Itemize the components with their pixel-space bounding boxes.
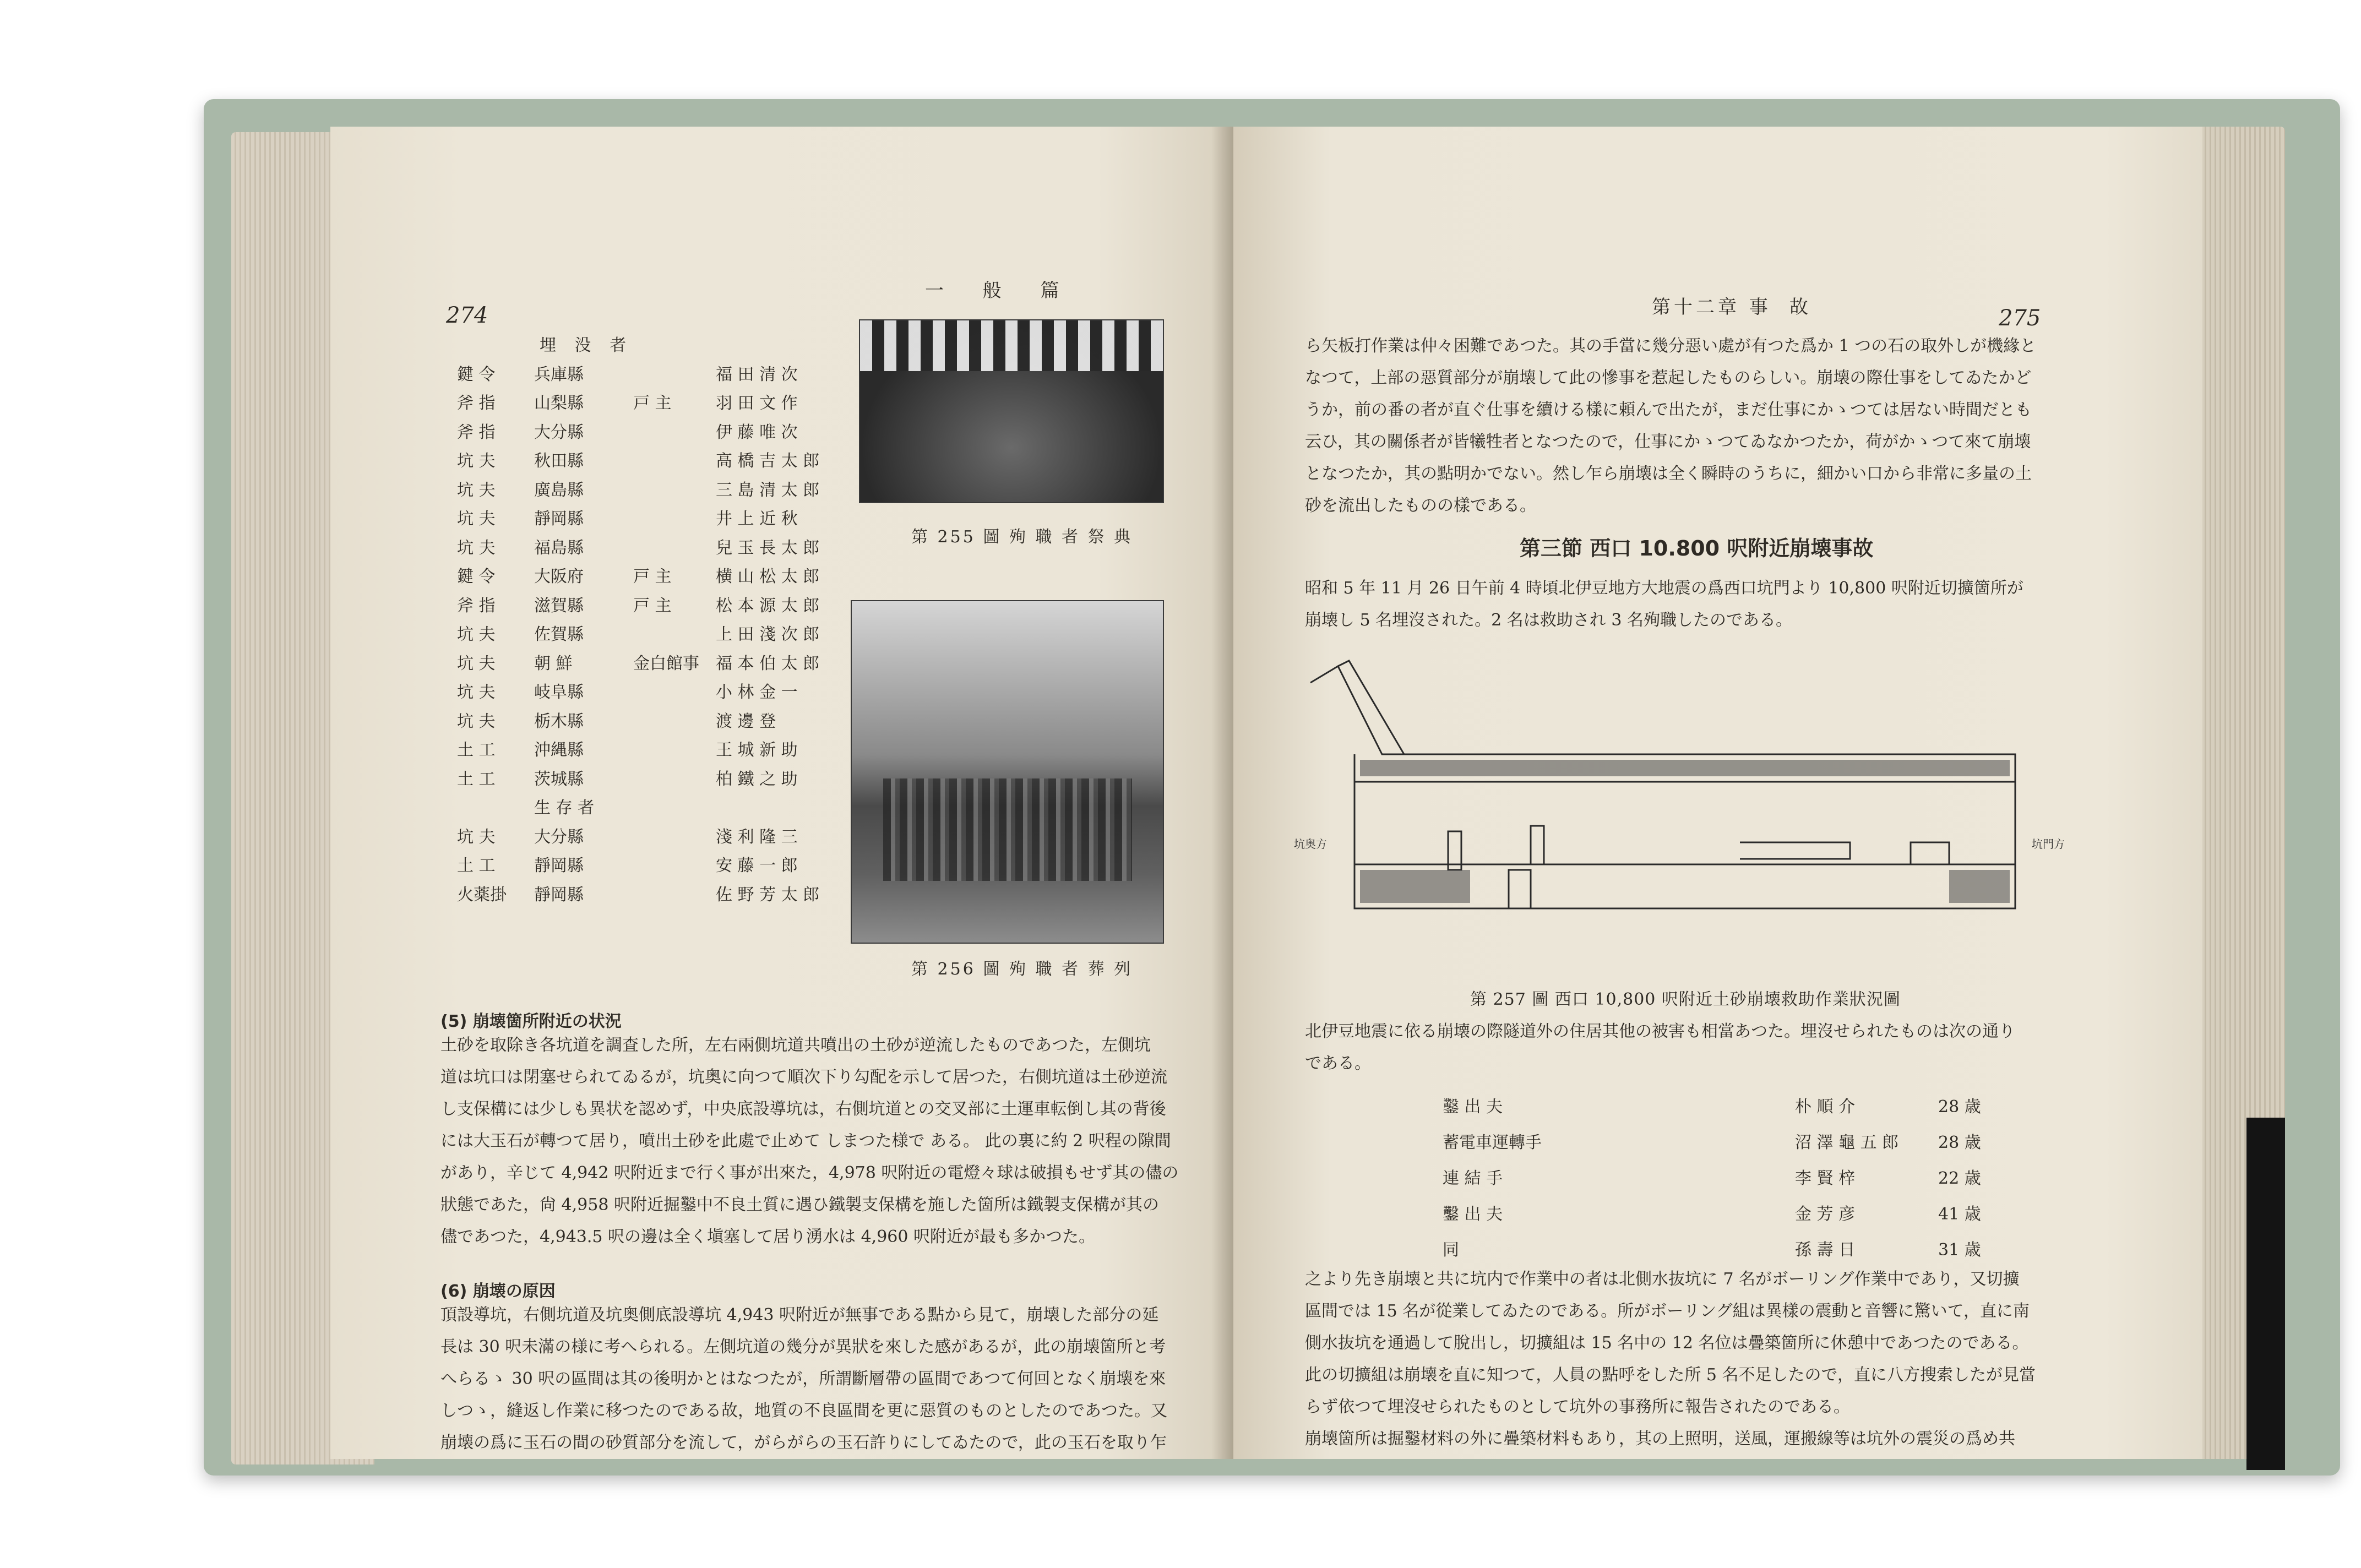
victim-prefecture-line: 栃木縣 (534, 711, 584, 731)
section-5-body (440, 1030, 1178, 1253)
after-figure-paragraph (1305, 1016, 2015, 1080)
left-page (330, 127, 1233, 1459)
after-figure-line: 北伊豆地震に依る崩壊の際隧道外の住居其他の被害も相當あつた。埋沒せられたものは次の通り (1305, 1022, 2015, 1041)
victim-prefecture-line: 山梨縣 (534, 394, 584, 413)
intro-line: 砂を流出したものの樣である。 (1305, 496, 1536, 515)
victim-name-line: 松 本 源 太 郎 (716, 596, 820, 616)
victim-title-line: 土 工 (457, 856, 496, 875)
victim-prefecture-line: 滋賀縣 (534, 596, 584, 616)
buried-victim-name: 李 賢 梓 (1795, 1169, 1856, 1188)
victim-name-line: 上 田 淺 次 郎 (716, 625, 820, 644)
figure-257-caption: 第 257 圖 西口 10,800 呎附近土砂崩壊救助作業狀況圖 (1470, 990, 1901, 1009)
tunnel-rescue-diagram (1294, 644, 2081, 974)
buried-victim-name: 金 芳 彦 (1795, 1205, 1856, 1224)
section-5-line: 道は坑口は閉塞せられてゐるが，坑奥に向つて順次下り勾配を示して居つた，右側坑道は土砂逆流 (440, 1068, 1167, 1087)
intro-paragraph (1305, 330, 2036, 522)
victim-name-line: 柏 鐵 之 助 (716, 769, 798, 789)
victim-role-line (633, 823, 710, 852)
victim-prefecture-line: 靜岡縣 (534, 509, 584, 529)
intro-line: うか，前の番の者が直ぐ仕事を續ける樣に頼んで出たが，まだ仕事にかゝつては居ない時間だとも (1305, 400, 2032, 420)
victim-prefecture-line: 靜岡縣 (534, 885, 584, 905)
victim-role-line (633, 765, 710, 794)
victim-role-line (633, 881, 710, 910)
section-5-line: があり，辛じて 4,942 呎附近まで行く事が出來た，4,978 呎附近の電燈々球は破損もせず其の儘の (440, 1163, 1179, 1183)
closing-paragraph (1305, 1264, 2036, 1455)
victim-prefecture-line: 大阪府 (534, 567, 584, 586)
buried-victim-role: 鑿 出 夫 (1443, 1205, 1503, 1224)
section-6-line: 長は 30 呎未滿の様に考へられる。左側坑道の幾分が異狀を來した感があるが，此の崩壊箇所と考 (440, 1337, 1166, 1357)
victims-names (716, 361, 859, 910)
buried-victim-name: 孫 壽 日 (1795, 1240, 1856, 1260)
victim-role-line (633, 620, 710, 650)
section-3-title: 第三節 西口 10.800 呎附近崩壊事故 (1520, 536, 1874, 560)
buried-victim-role: 連 結 手 (1443, 1169, 1503, 1188)
accident-line: 崩壊し 5 名埋沒された。2 名は救助され 3 名殉職したのである。 (1305, 611, 1792, 630)
page-number-left: 274 (446, 303, 488, 328)
victim-title-line: 坑 夫 (457, 451, 496, 471)
victim-name-line: 三 島 清 太 郎 (716, 480, 820, 500)
victim-title-line: 斧 指 (457, 394, 496, 413)
victim-prefecture-line: 大分縣 (534, 827, 584, 847)
right-page (1233, 127, 2202, 1459)
victim-role-line (633, 361, 710, 390)
photo-funeral-procession (851, 600, 1164, 944)
victim-role-line: 戸 主 (633, 394, 672, 413)
victim-name-line: 高 橋 吉 太 郎 (716, 451, 820, 471)
photo-memorial-ceremony (859, 319, 1164, 503)
section-5-line: し支保構には少しも異状を認めず，中央底設導坑は，右側坑道との交叉部に土運車転倒し其の背後 (440, 1099, 1166, 1119)
victim-role-line (633, 678, 710, 707)
section-6-body (440, 1299, 1167, 1459)
victim-role-line (633, 418, 710, 448)
after-figure-line: である。 (1305, 1054, 1371, 1073)
victim-role-line: 戸 主 (633, 596, 672, 616)
victim-role-line (633, 736, 710, 765)
section-6-line: 崩壊の爲に玉石の間の砂質部分を流して，がらがらの玉石許りにしてゐたので，此の玉石を取り乍 (440, 1433, 1167, 1452)
victim-prefecture-line: 大分縣 (534, 422, 584, 442)
victim-role-line (633, 534, 710, 563)
closing-line: らず依つて埋沒せられたものとして坑外の事務所に報告されたのである。 (1305, 1397, 1850, 1417)
closing-line: 崩壊箇所は掘鑿材料の外に疊築材料もあり，其の上照明，送風，運搬線等は坑外の震災の爲め共 (1305, 1429, 2015, 1449)
victim-name-line: 羽 田 文 作 (716, 394, 798, 413)
victim-title-line: 坑 夫 (457, 683, 496, 702)
victim-prefecture-line: 岐阜縣 (534, 683, 584, 702)
intro-line: 云ひ，其の關係者が皆犧牲者となつたので，仕事にかゝつてゐなかつたか，荷がかゝつて來て崩壊 (1305, 432, 2031, 451)
victim-name-line: 伊 藤 唯 次 (716, 422, 798, 442)
victim-title-line: 坑 夫 (457, 827, 496, 847)
victim-name-line: 福 田 清 次 (716, 364, 798, 384)
victim-title-line: 坑 夫 (457, 480, 496, 500)
victim-prefecture-line: 生 存 者 (534, 798, 595, 818)
section-5-line: 狀態であた，尙 4,958 呎附近掘鑿中不良土質に遇ひ鐵製支保構を施した箇所は鐵製支保構が其の (440, 1195, 1159, 1215)
victim-title-line: 坑 夫 (457, 625, 496, 644)
victim-name-line: 佐 野 芳 太 郎 (716, 885, 820, 905)
closing-line: 區間では 15 名が從業してゐたのである。所がボーリング組は異樣の震動と音響に驚いて，直に南 (1305, 1302, 2030, 1321)
diagram-label-right: 坑門方 (2032, 837, 2065, 851)
accident-paragraph (1305, 573, 2023, 636)
victim-title-line: 土 工 (457, 741, 496, 760)
victim-role-line: 戸 主 (633, 567, 672, 586)
closing-line: 之より先き崩壊と共に坑内で作業中の者は北側水抜坑に 7 名がボーリング作業中であり，又切擴 (1305, 1270, 2020, 1289)
running-header-chapter: 第十二章 事 (1652, 296, 1771, 318)
victim-role-line (633, 707, 710, 737)
victim-title-line: 坑 夫 (457, 711, 496, 731)
accident-line: 昭和 5 年 11 月 26 日午前 4 時頃北伊豆地方大地震の爲西口坑門より 10,800 呎附近切擴箇所が (1305, 579, 2023, 598)
victim-role-line (633, 505, 710, 534)
buried-victim-role: 同 (1443, 1240, 1459, 1260)
victim-title-line: 斧 指 (457, 596, 496, 616)
intro-line: となつたか，其の點明かでない。然し乍ら崩壊は全く瞬時のうちに，細かい口から非常に多量の土 (1305, 464, 2032, 483)
buried-victim-age: 28 歳 (1938, 1133, 1981, 1152)
intro-line: なつて，上部の惡質部分が崩壊して此の慘事を惹起したものらしい。崩壊の際仕事をしてゐたかど (1305, 368, 2032, 388)
buried-victim-role: 蓄電車運轉手 (1443, 1133, 1542, 1152)
victim-name-line: 福 本 伯 太 郎 (716, 654, 820, 673)
victim-prefecture-line: 福島縣 (534, 538, 584, 558)
victim-title-line: 坑 夫 (457, 654, 496, 673)
victim-prefecture-line: 佐賀縣 (534, 625, 584, 644)
diagram-label-left: 坑奥方 (1294, 837, 1327, 851)
victim-prefecture-line: 朝 鮮 (534, 654, 573, 673)
victim-title-line: 鍵 令 (457, 364, 496, 384)
victims-titles (457, 361, 523, 910)
victim-name-line: 安 藤 一 郎 (716, 856, 798, 875)
buried-victim-age: 31 歳 (1938, 1240, 1981, 1260)
victim-name-line: 井 上 近 秋 (716, 509, 798, 529)
victim-role-line: 金白館事 (633, 654, 699, 673)
page-number-right: 275 (1999, 306, 2041, 331)
buried-victim-age: 28 歳 (1938, 1097, 1981, 1117)
victim-title-line: 坑 夫 (457, 538, 496, 558)
victim-prefecture-line: 兵庫縣 (534, 364, 584, 384)
section-6-line: しつゝ，縫返し作業に移つたのである故，地質の不良區間を更に惡質のものとしたのであつた。又 (440, 1401, 1167, 1420)
victim-title-line: 火薬掛 (457, 885, 507, 905)
victim-role-line (633, 794, 710, 823)
victim-name-line: 王 城 新 助 (716, 741, 798, 760)
victim-name-line (716, 794, 859, 823)
victim-name-line: 小 林 金 一 (716, 683, 798, 702)
section-6-heading: (6) 崩壊の原因 (440, 1282, 556, 1301)
photo1-caption: 第 255 圖 殉 職 者 祭 典 (911, 527, 1133, 547)
closing-line: 此の切擴組は崩壊を直に知つて，人員の點呼をした所 5 名不足したので，直に八方搜索したが見當 (1305, 1365, 2036, 1385)
victim-title-line (457, 794, 523, 823)
victim-name-line: 渡 邊 登 (716, 711, 776, 731)
running-header-left: 一 般 篇 (925, 280, 1076, 302)
victim-role-line (633, 852, 710, 881)
victims-roles (633, 361, 710, 910)
buried-victim-age: 22 歳 (1938, 1169, 1981, 1188)
victim-name-line: 淺 利 隆 三 (716, 827, 798, 847)
buried-victim-name: 沼 澤 龜 五 郎 (1795, 1133, 1899, 1152)
running-header-tail: 故 (1789, 296, 1825, 318)
section-6-line: 頂設導坑，右側坑道及坑奥側底設導坑 4,943 呎附近が無事である點から見て，崩壊した部分の延 (440, 1305, 1159, 1325)
section-6-line: へらるゝ 30 呎の區間は其の後明かとはなつたが，所謂斷層帶の區間であつて何回となく崩壊を來 (440, 1369, 1166, 1389)
victim-title-line: 坑 夫 (457, 509, 496, 529)
section-5-line: 土砂を取除き各坑道を調査した所，左右兩側坑道共噴出の土砂が逆流したものであつた，左側坑 (440, 1036, 1151, 1055)
victim-role-line (633, 476, 710, 505)
section-5-heading: (5) 崩壊箇所附近の状況 (440, 1012, 622, 1031)
buried-victim-role: 鑿 出 夫 (1443, 1097, 1503, 1117)
victim-prefecture-line: 廣島縣 (534, 480, 584, 500)
bookmark-tab (2246, 1118, 2285, 1470)
photo2-caption: 第 256 圖 殉 職 者 葬 列 (911, 960, 1133, 979)
victim-prefecture-line: 茨城縣 (534, 769, 584, 789)
victim-role-line (633, 447, 710, 476)
intro-line: ら矢板打作業は仲々困難であつた。其の手當に幾分惡い處が有つた爲か 1 つの石の取外しが機緣と (1305, 336, 2037, 356)
victims-col-header: 埋 没 者 (540, 336, 633, 355)
victim-name-line: 兒 玉 長 太 郎 (716, 538, 820, 558)
buried-victim-name: 朴 順 介 (1795, 1097, 1856, 1117)
victim-title-line: 鍵 令 (457, 567, 496, 586)
section-5-line: 儘であつた，4,943.5 呎の邊は全く塡塞して居り湧水は 4,960 呎附近が最も多かつた。 (440, 1227, 1095, 1246)
victim-title-line: 土 工 (457, 769, 496, 789)
victim-title-line: 斧 指 (457, 422, 496, 442)
closing-line: 側水抜坑を通過して脫出し，切擴組は 15 名中の 12 名位は疊築箇所に休憩中であつたのである。 (1305, 1333, 2029, 1353)
victim-name-line: 横 山 松 太 郎 (716, 567, 820, 586)
victim-prefecture-line: 秋田縣 (534, 451, 584, 471)
buried-victim-age: 41 歳 (1938, 1205, 1981, 1224)
victim-prefecture-line: 靜岡縣 (534, 856, 584, 875)
victims-prefectures (534, 361, 622, 910)
section-5-line: には大玉石が轉つて居り，噴出土砂を此處で止めて しまつた様で ある。 此の裏に約 2 呎程の隙間 (440, 1131, 1171, 1151)
victim-prefecture-line: 沖縄縣 (534, 741, 584, 760)
